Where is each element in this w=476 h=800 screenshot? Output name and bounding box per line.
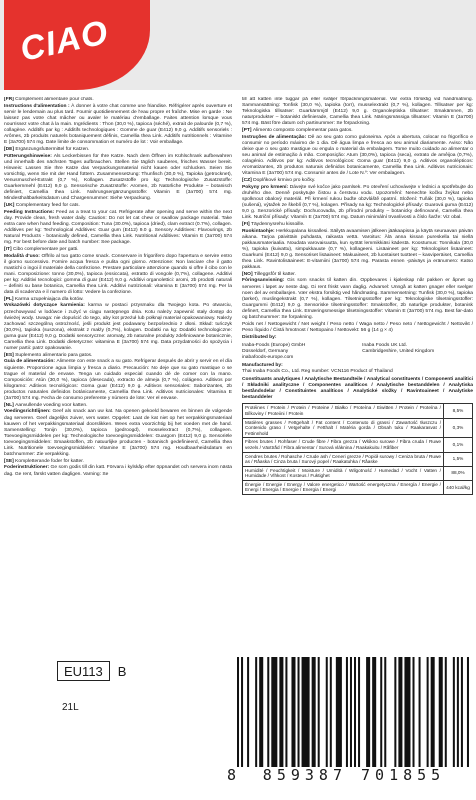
distributed-by-label: Distributed by: (242, 334, 277, 340)
right-paragraph-6-text: Herkkupalana kissallesi. Säilytä avaamisen jälkeen jääkaapissa ja käytä seuraavan päivän aikana. Tarjoa päivittäin puhdasta, raikasta vettä. Varoitus: Älä anna kissan pureskella tai niellä pakkausmateriaalia. Noudata varovaisuutta, kun syötät lemmikkiäsi kädestä. Koostumus: Tonnikala (30,0 %), tapioka (kuivattu), simpukkauute (0,7 %), kollageeni. Lisäaineet per kg: Teknologiset lisäaineet: Guarkumi (E412) 9,0 g. Sensoriset lisäaineet: Makuaineet, 2b luontaiset tuotteet – kasviperäiset, Camellia thea Link. Ravintolisäaineet: E-vitamiini (3a700) 574 mg. Parasta ennen -päiväys ja eränumero: Katso pakkaus. (242, 228, 473, 271)
batch-code-box: EU113 (57, 661, 110, 681)
barcode-bar (380, 657, 382, 767)
barcode-lead-digit: 8 (227, 766, 237, 784)
barcode-bar (241, 657, 243, 767)
barcode-bar (279, 657, 283, 767)
batch-code-letter: B (117, 664, 127, 679)
barcode (237, 657, 471, 767)
barcode-bar (427, 657, 429, 767)
left-paragraph-3-label: Fütterungshinweise: (4, 153, 54, 159)
analysis-row-value: 0,3% (444, 418, 473, 438)
left-paragraph-3-text: Als Leckerbissen für Ihre Katze. Nach dem Öffnen im Kühlschrank aufbewahren und innerhalb des nächsten Tages aufbrauchen. Stellen Sie täglich sauberes, frisches Wasser bereit. Hinweis: Lassen Sie Ihre Katze das Verpackungsmaterial nicht kauen oder schlucken. Seien Sie vorsichtig, wenn Sie mit der Hand füttern. Zusammensetzung: Thunfisch (30,0 %), Tapioka (getrocknet), Venusmuschel-Extrakt (0,7 %), Kollagen. Zusatzstoffe pro kg: Technologische Zusatzstoffe: Guarkernmehl (E412) 9,0 g. Sensorische Zusatzstoffe: Aromen, 2b Natürliche Produkte – botanisch definiert, Camellia thea Link. Nahrungsergänzungsstoffe: Vitamin E (3a700) 574 mg. Mindesthaltbarkeitsdatum und Chargennummer: Siehe Verpackung. (4, 153, 232, 202)
barcode-bar (285, 657, 287, 767)
left-paragraph-8-text: Karma uzupełniająca dla kotów. (14, 296, 84, 302)
right-paragraph-8 (242, 278, 473, 321)
analysis-row-label: Fibres brutes / Rohfaser / Crude fibre / Fibra grezza / Włókno surowe / Fibra cruda / Ruwe vezels / Växttråd / Fibra alimentar / Surová vláknina / Raakakuitu / Råfiber (243, 438, 444, 452)
barcode-bar (394, 657, 396, 767)
analysis-table (242, 403, 473, 495)
left-paragraph-2 (4, 147, 232, 153)
barcode-bar (453, 657, 455, 767)
barcode-bar (350, 657, 352, 767)
left-paragraph-1 (4, 104, 232, 147)
left-paragraph-15 (4, 465, 232, 477)
label-text-columns (0, 97, 476, 652)
left-paragraph-10-text: Suplemento alimentario para gatos. (15, 352, 93, 358)
barcode-bar (384, 657, 386, 767)
right-paragraph-7-text: Tilleggsfôr til katter. (253, 271, 296, 277)
right-paragraph-2 (242, 135, 473, 178)
analysis-row (243, 418, 473, 438)
right-paragraph-3-text: Doplňkové krmivo pro kočky. (253, 178, 316, 183)
barcode-bar (336, 657, 342, 767)
left-paragraph-15-label: Foderinstruktioner: (4, 465, 51, 471)
right-paragraph-7 (242, 272, 473, 278)
left-paragraph-6-label: [IT] (4, 246, 13, 252)
analysis-row-value: 1,5% (444, 452, 473, 466)
left-paragraph-0-text: Complément alimentaire pour chats. (15, 97, 94, 102)
right-paragraph-5 (242, 222, 473, 228)
analysis-row-label: Énergie / Energie / Energy / Valore energetico / Wartość energetyczna / Energía / Energie / Energi / Energia / Energie / Energia / Energi (243, 480, 444, 494)
left-paragraph-3 (4, 154, 232, 203)
barcode-bar (346, 657, 348, 767)
barcode-bar (467, 657, 469, 767)
left-paragraph-0-label: [FR] (4, 97, 16, 102)
left-paragraph-13-label: Voedingsrichtlijnen: (4, 409, 53, 415)
importer-uk-line (362, 355, 473, 361)
left-paragraph-8 (4, 297, 232, 303)
left-paragraph-13-text: Geef als snack aan uw kat. Na openen gekoeld bewaren en binnen de volgende dag serveren. Geef dagelijks zuiver, vers water. Opgelet: Laat de kat niet op het verpakkingsmateriaal kauwen of het verpakkingsmateriaal doorslikken. Wees extra voorzichtig bij het voeden met de hand. Samenstelling: Tonijn (30,0%), tapioca (gedroogd), mosselextract (0,7%), collageen. Toevoegingsmiddelen per kg: Technologische toevoegingsmiddelen: Guargom (E412) 9,0 g. Sensoriële toevoegingsmiddelen: Smaakstoffen, 2b natuurlijke producten - botanisch gedefinieerd, Camellia thea Link. Nutritionele toevoegingsmiddelen: Vitamine E (3a700) 574 mg. Houdbaarheidsdatum en batchnummer: Zie verpakking. (4, 409, 232, 458)
analysis-row-label: Humidité / Feuchtigkeit / Moisture / Umidità / Wilgotność / Humedad / Vocht / Vatten / Humidade / Vlhkost / Kosteus / Fuktighet (243, 466, 444, 480)
right-paragraph-2-label: Instruções de alimentação: (242, 134, 309, 140)
left-paragraph-0 (4, 97, 232, 103)
barcode-bar (237, 657, 239, 767)
left-paragraph-1-label: Instructions d'alimentation : (4, 103, 72, 109)
right-paragraph-4-label: Pokyny pro krmení: (242, 184, 290, 190)
left-paragraph-6 (4, 247, 232, 253)
left-paragraph-5 (4, 210, 232, 247)
barcode-bar (354, 657, 356, 767)
barcode-bar (291, 657, 295, 767)
left-paragraph-14-label: [SE] (4, 458, 16, 464)
left-paragraph-12-label: [NL] (4, 402, 16, 408)
left-paragraph-11 (4, 359, 232, 402)
left-paragraph-2-text: Ergänzungsfuttermittel für Katzen. (15, 146, 90, 152)
left-paragraph-4 (4, 203, 232, 209)
importer-uk-line: Inaba Foods UK Ltd. (362, 342, 407, 348)
barcode-bar (372, 657, 376, 767)
analysis-row-label: Cendres brutes / Rohasche / Crude ash / Ceneri grezze / Popiół surowy / Ceniza bruta / Ruwe as / Råaska / Cinza bruta / Surový popel / Raakatuhka / Råaske (243, 452, 444, 466)
net-weight-note: Poids net / Nettogewicht / Net weight / Peso netto / Waga netto / Peso neto / Nettogewicht / Nettovikt / Peso líquido / Čistá hmotnost / Nettopaino / Nettovekt: 56 g (14 g × 4) (242, 321, 473, 333)
analysis-row-value: 8,5% (444, 404, 473, 418)
barcode-digits: 859387 701855 (262, 766, 446, 784)
left-paragraph-5-label: Feeding Instructions: (4, 209, 57, 215)
barcode-bar (298, 657, 300, 767)
barcode-bar (439, 657, 443, 767)
importer-uk-line: Cambridgeshire, United Kingdom (362, 348, 435, 354)
right-paragraph-6 (242, 229, 473, 272)
left-paragraph-4-label: [UK] (4, 202, 16, 208)
left-paragraph-12-text: Aanvullende voeding voor katten. (15, 402, 88, 408)
right-paragraph-0 (242, 97, 473, 127)
analysis-title: Constituants analytiques / Analytische Bestandteile / Analytical constituents / Componenti analitici / Składniki analityczne / Componentes analíticos / Analytische bestanddelen / Analytiska beståndsdelar / Constituintes analíticos / Analytické složky / Ravintoaineet / Analytiske bestanddeler (242, 376, 473, 401)
brand-logo-text: CIAO (16, 13, 112, 69)
barcode-bar (330, 657, 332, 767)
barcode-bar (358, 657, 360, 767)
right-paragraph-0-text: till att katten inte tuggar på eller sväljer förpackningsmaterial. Var extra försiktig vid handmatning. Sammansättning: Tonfisk (30,0 %), tapioka (torr), musselextrakt (0,7 %), kollagen. Tillsatser per kg: Teknologiska tillsatser: Guarkärnmjöl (E412) 9,0 g. Organoleptiska tillsatser: Smakämnen, 2b naturprodukter – botaniskt definierade, Camellia thea Link. Näringsmässiga tillsatser: Vitamin E (3a700) 574 mg. Bäst före datum och partinummer: Se förpackning. (242, 97, 473, 127)
barcode-bar (326, 657, 328, 767)
left-paragraph-1-text: À donner à votre chat comme une friandise. Réfrigérer après ouverture et servir le lendemain au plus tard. Fournir quotidiennement de l'eau propre et fraîche. Mise en garde : Ne laissez pas votre chat mâcher ou avaler le matériau d'emballage. Faites attention lorsque vous nourrissez votre chat à la main. Ingrédients : Thon (30,0 %), tapioca (séché), extrait de palourde (0,7 %), collagène. Additifs par kg : Additifs technologiques : Gomme de guar (E412) 9,0 g. Additifs sensoriels : Arômes, 2b produits naturels botaniquement définis, Camellia thea Link. Additifs nutritionnels : Vitamine E (3a700) 574 mg. Date limite de consommation et numéro de lot : Voir emballage. (4, 103, 232, 146)
analysis-row-label: Protéines / Protein / Protein / Proteine / Białko / Proteína / Eiwitten / Protein / Proteína / Bílkoviny / Proteiini / Protein (243, 404, 444, 418)
analysis-row (243, 438, 473, 452)
left-paragraph-9-text: karma w postaci przysmaku dla Twojego kota. Po otwarciu, przechowywać w lodówce i zużyć w ciągu następnego dnia. Kotu należy zapewnić stały dostęp do świeżej wody. Uwaga: nie dopuścić do tego, aby kot przeżuł lub połknął materiał opakowaniowy. Należy zachować szczególną ostrożność, jeśli produkt jest podawany bezpośrednio z dłoni. Skład: tuńczyk (30,0%), tapioka (suszona), ekstrakt z małży (0,7%), kolagen. Dodatki na kg: Dodatki technologiczne: guma guar (E412) 9,0 g. Dodatki sensoryczne: aromaty, 2b naturalne produkty zdefiniowane botanicznie, Camellia thea Link. Dodatki dietetyczne: witamina E (3a700) 574 mg. Data przydatności do spożycia i numer partii: patrz opakowanie. (4, 303, 232, 352)
right-paragraph-1 (242, 128, 473, 134)
right-paragraph-4-text: Dávejte své kočce jako pamlsek. Po otevření uchovávejte v lednici a spotřebujte do druhého dne. Denně poskytujte čistou a čerstvou vodu. Upozornění: Nenechte kočku žvýkat nebo spolknout obalový materiál. Při krmení rukou buďte obzvláště opatrní. Složení: Tuňák (30,0 %), tapioka (sušená), výtažek ze škeblí (0,7 %), kolagen. Přísady na kg: Technologické přísady: Guarová guma (E412) 9,0 g. Senzorické přísady: Dochucovadla, 2b přírodní produkty – botanicky definované, Camellia thea Link. Nutriční přísady: Vitamín E (3a700) 574 mg. Datum minimální trvanlivosti a číslo šarže: Viz obal. (242, 184, 473, 221)
analysis-row (243, 466, 473, 480)
right-paragraph-2-text: Dê ao seu gato como guloseima. Após a abertura, colocar no frigorífico e consumir no período máximo de 1 dia. Dê água limpa e fresca ao seu animal diariamente. Aviso: Não deixe que o seu gato mastigue ou engula o material da embalagem. Tome muito cuidado ao alimentar o seu animal de estimação à mão. Composição: Atum (30,0%), tapioca (seca), extrato de amêijoa (0,7%), colagénio. Aditivos por kg: Aditivos tecnológicos: Goma guar (E412) 9,0 g. Aditivos organolépticos: Aromatizantes, 2b produtos naturais definidos botanicamente, Camellia thea Link. Aditivos nutricionais: Vitamina E (3a700) 574 mg. Consumir antes de / Lote N.º: Ver embalagem. (242, 134, 473, 177)
manufacturer-title: Manufactured by: (242, 362, 283, 368)
right-paragraph-7-label: [NO] (242, 271, 254, 277)
analysis-row-label: Matières grasses / Fettgehalt / Fat content / Contenuto di grassi / Zawartość tłuszczu / Contenido graso / Vetgehalte / Fetthalt / Matéria gorda / Obsah tuku / Raakarasvat / Fettinnhold (243, 418, 444, 438)
left-paragraph-14-text: Kompletterande foder för katter. (15, 458, 84, 464)
barcode-bar (431, 657, 435, 767)
right-paragraph-3 (242, 178, 473, 184)
left-paragraph-4-text: Complementary feed for cats. (15, 202, 80, 208)
barcode-bar (457, 657, 459, 767)
right-paragraph-1-label: [PT] (242, 128, 253, 134)
barcode-bar (445, 657, 447, 767)
analysis-row (243, 452, 473, 466)
analysis-row-value: 440 kcal/kg (444, 480, 473, 494)
volume-code: 21L (62, 702, 79, 713)
barcode-bar (302, 657, 310, 767)
left-paragraph-5-text: Feed as a treat to your cat. Refrigerate after opening and serve within the next day. Provide clean, fresh water daily. Caution: Do not let cat chew or swallow package material. Take extra care when hand feeding. Composition: Tuna (30.0%), tapioca (dried), clam extract (0.7%), collagen. Additives per kg: Technological Additives: Guar gum (E412) 9.0 g. Sensory Additives: Flavourings, 2b Natural Products - botanically defined, Camellia thea Link. Nutritional Additives: Vitamin E (3a700) 574 mg. For best before date and batch number: See package. (4, 209, 232, 246)
barcode-bar (404, 657, 410, 767)
right-paragraph-1-text: Alimento composto complementar para gatos. (252, 128, 353, 134)
manufacturer-line: Thai Inaba Foods Co., Ltd. Reg number: VCN116 Product of Thailand (242, 368, 393, 374)
importer-eu-line: inabafoods-europe.com (242, 354, 294, 360)
left-paragraph-9 (4, 303, 232, 352)
right-paragraph-6-label: Ruokintaohje: (242, 228, 277, 234)
analysis-row-value: 88,0% (444, 466, 473, 480)
barcode-bar (312, 657, 316, 767)
left-paragraph-2-label: [DE] (4, 146, 16, 152)
right-paragraph-8-text: Gis som snacks til katten din. Oppbevares i kjøleskap når pakken er åpnet og serveres i løpet av neste dag. Gi rent friskt vann daglig. Advarsel: Unngå at katten gnager eller svelger noen del av emballasjen. Vær ekstra forsiktig ved håndmating. Sammensetning: Tunfisk (30,0 %), tapioka (tørket), muslingekstrakt (0,7 %), kollagen. Tilsetningsstoffer per kg: Teknologiske tilsetningsstoffer: Guargummi (E412) 9,0 g. Sensoriske tilsetningsstoffer: Smakstoffer, 2b naturlige produkter, botanisk definert, Camellia thea Link. Ernæringsmessige tilsetningsstoffer: Vitamin E (3a700) 574 mg. Best før-dato og batchnummer: Se forpakning. (242, 278, 473, 321)
left-paragraph-6-text: Cibo complementare per gatti. (12, 246, 79, 252)
right-paragraph-3-label: [CZ] (242, 178, 254, 183)
left-paragraph-15-text: Ge som godis till din katt. Förvara i kylskåp efter öppnandet och servera inom nästa dag. Ge rent, färskt vatten dagligen. Varning: Se (4, 465, 232, 477)
analysis-row (243, 404, 473, 418)
left-paragraph-12 (4, 403, 232, 409)
barcode-bar (398, 657, 402, 767)
barcode-bar (259, 657, 263, 767)
importer-addresses (242, 343, 473, 361)
barcode-bar (419, 657, 421, 767)
left-paragraph-14 (4, 459, 232, 465)
left-paragraph-11-text: Alimente con este snack a su gato. Refrigerar después de abrir y servir en el día siguiente. Proporcione agua limpia y fresca a diario. Precaución: No deje que su gato mastique o se trague el material de envase. Tenga un cuidado especial cuando dé de comer con la mano. Composición: Atún (30,0 %), tapioca (desecada), extracto de almeja (0,7 %), colágeno. Aditivos por kilogramo: Aditivos tecnológicos: Goma guar (E412) 9,0 g. Aditivos sensoriales: Saborizantes, 2b productos naturales definidos botánicamente, Camellia thea Link. Aditivos nutricionales: Vitamina E (3a700) 574 mg. Fecha de consumo preferente y número de lote: Ver el envase. (4, 359, 232, 402)
right-text-column (242, 97, 473, 652)
barcode-bar (413, 657, 415, 767)
barcode-bar (255, 657, 257, 767)
left-paragraph-7 (4, 254, 232, 297)
left-paragraph-7-label: Modalità d'uso: (4, 253, 42, 259)
left-text-column (4, 97, 232, 652)
left-paragraph-9-label: Wskazówki dotyczące karmienia: (4, 303, 89, 309)
right-paragraph-5-label: [FI] (242, 221, 251, 227)
analysis-row-value: 0,1% (444, 438, 473, 452)
left-paragraph-10-label: [ES] (4, 352, 16, 358)
barcode-bar (271, 657, 277, 767)
importer-eu-line: Inaba-Foods (Europe) GmbH (242, 342, 306, 348)
importer-eu-line: Düsseldorf, Germany (242, 348, 289, 354)
barcode-bar (461, 657, 463, 767)
right-paragraph-5-text: Täydennysrehu kissoille. (250, 221, 305, 227)
right-paragraph-4 (242, 185, 473, 222)
barcode-bar (318, 657, 320, 767)
analysis-row (243, 480, 473, 494)
left-paragraph-8-label: [PL] (4, 296, 15, 302)
left-paragraph-13 (4, 409, 232, 458)
right-paragraph-8-label: Fôringsanvisning: (242, 278, 288, 284)
left-paragraph-11-label: Guía de alimentación: (4, 359, 57, 365)
left-paragraph-10 (4, 353, 232, 359)
barcode-bar (366, 657, 370, 767)
barcode-bar (247, 657, 249, 767)
barcode-bar (267, 657, 269, 767)
batch-code (57, 661, 126, 681)
left-paragraph-7-text: Offrilo al tuo gatto come snack. Conservare in frigorifero dopo l'apertura e servire entro il giorno successivo. Fornire acqua fresca e pulita ogni giorno. Attenzione: Non lasciare che il gatto mastichi o ingoi il materiale della confezione. Prestare particolare attenzione quando si offre il cibo con le mani. Composizione: tonno (30,0%), tapioca (essiccata), estratto di vongole (0,7%), collagene. Additivi per kg: Additivi tecnologici: gomma di guar (E412) 9,0 g. Additivi organolettici: aromi, 2b prodotti naturali – definiti su base botanica, Camellia thea Link. Additivi nutrizionali: vitamina E (3a700) 574 mg. Per la data di scadenza e il numero di lotto: Vedere la confezione. (4, 253, 232, 296)
